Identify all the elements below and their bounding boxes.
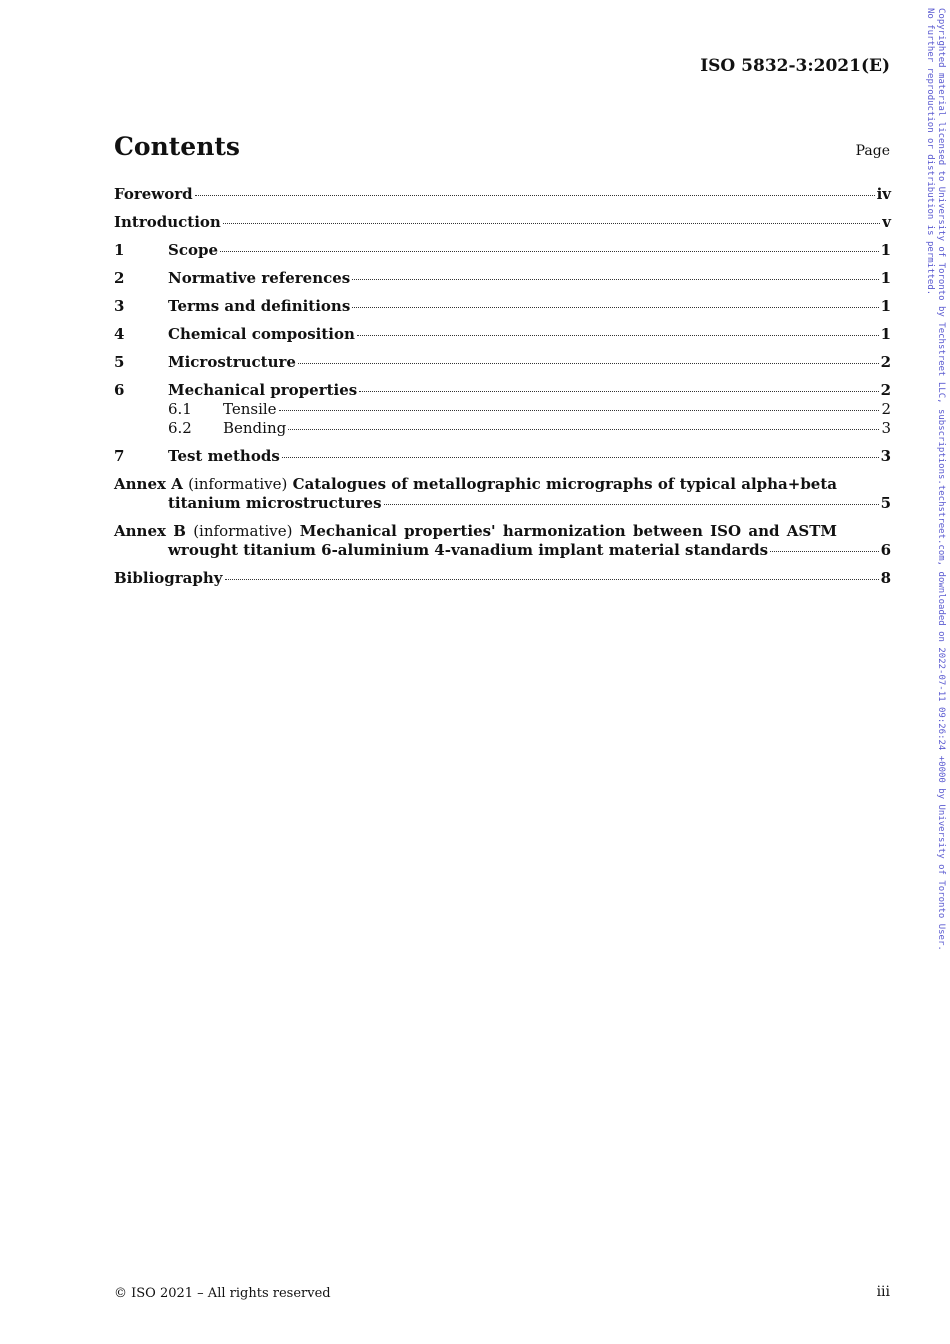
toc-number: 5 — [114, 353, 125, 371]
annex-title-line-2: titanium microstructures — [168, 494, 382, 512]
footer-page-number: iii — [876, 1284, 890, 1300]
toc-leader — [225, 579, 879, 580]
annex-label: Annex A — [114, 475, 183, 493]
toc-page: 6 — [880, 541, 891, 559]
toc-leader — [352, 279, 878, 280]
toc-page: 1 — [880, 269, 891, 287]
toc-entry-introduction[interactable] — [114, 213, 891, 232]
toc-page: 2 — [880, 353, 891, 371]
annex-title-line-1: Catalogues of metallographic micrographs of typical alpha+beta — [292, 475, 837, 493]
annex-kind: (informative) — [193, 522, 293, 540]
toc-leader — [359, 391, 878, 392]
toc-entry-scope[interactable] — [114, 241, 891, 260]
annex-label: Annex B — [114, 522, 186, 540]
toc-number: 2 — [114, 269, 125, 287]
annex-heading-line — [114, 522, 837, 541]
toc-leader — [298, 363, 879, 364]
toc-entry-annex-a[interactable] — [114, 475, 891, 513]
table-of-contents — [114, 185, 891, 588]
toc-title: Normative references — [168, 269, 351, 287]
toc-entry-bending[interactable] — [114, 419, 891, 438]
toc-number: 6.1 — [168, 400, 192, 418]
annex-title-line-2: wrought titanium 6-aluminium 4-vanadium implant material standards — [168, 541, 769, 559]
toc-title: Microstructure — [168, 353, 296, 371]
toc-entry-annex-b[interactable] — [114, 522, 891, 560]
toc-title: Bending — [223, 419, 287, 437]
toc-leader — [223, 223, 880, 224]
page-title: Contents — [114, 132, 241, 161]
toc-entry-foreword[interactable] — [114, 185, 891, 204]
toc-number: 7 — [114, 447, 125, 465]
toc-page: 2 — [880, 381, 891, 399]
copyright-watermark — [924, 8, 946, 951]
toc-number: 1 — [114, 241, 125, 259]
toc-title: Terms and definitions — [168, 297, 351, 315]
toc-page: 2 — [881, 400, 891, 418]
annex-heading-line — [114, 475, 837, 494]
toc-page: v — [882, 213, 891, 231]
toc-page: 3 — [881, 419, 891, 437]
toc-entry-microstructure[interactable] — [114, 353, 891, 372]
toc-page: 1 — [880, 241, 891, 259]
toc-title: Mechanical properties — [168, 381, 358, 399]
toc-entry-test-methods[interactable] — [114, 447, 891, 466]
toc-number: 6 — [114, 381, 125, 399]
toc-number: 4 — [114, 325, 125, 343]
toc-page: 1 — [880, 297, 891, 315]
toc-entry-terms[interactable] — [114, 297, 891, 316]
toc-page: 3 — [880, 447, 891, 465]
toc-leader — [195, 195, 875, 196]
toc-title: Bibliography — [114, 569, 223, 587]
toc-number: 6.2 — [168, 419, 192, 437]
toc-leader — [288, 429, 879, 430]
toc-leader — [352, 307, 878, 308]
toc-entry-tensile[interactable] — [114, 400, 891, 419]
toc-leader — [282, 457, 879, 458]
toc-leader — [357, 335, 879, 336]
document-id: ISO 5832-3:2021(E) — [700, 56, 890, 76]
toc-title: Tensile — [223, 400, 277, 418]
toc-leader — [220, 251, 879, 252]
toc-title: Introduction — [114, 213, 221, 231]
toc-page: 1 — [880, 325, 891, 343]
toc-leader — [279, 410, 880, 411]
toc-entry-chemical-composition[interactable] — [114, 325, 891, 344]
watermark-line-2: No further reproduction or distribution is permitted. — [925, 8, 935, 296]
toc-entry-normative-references[interactable] — [114, 269, 891, 288]
watermark-line-1: Copyrighted material licensed to University of Toronto by Techstreet LLC, subscriptions.techstreet.com, downloaded on 2022-07-11 09:26:24 +0000 by University of Toronto User. — [936, 8, 946, 951]
toc-page: 8 — [880, 569, 891, 587]
toc-leader — [384, 504, 879, 505]
toc-title: Test methods — [168, 447, 280, 465]
toc-title: Scope — [168, 241, 219, 259]
toc-number: 3 — [114, 297, 125, 315]
toc-page: iv — [876, 185, 891, 203]
annex-title-line-1: Mechanical properties' harmonization between ISO and ASTM — [299, 522, 837, 540]
toc-title: Foreword — [114, 185, 193, 203]
toc-entry-mechanical-properties[interactable] — [114, 381, 891, 400]
annex-kind: (informative) — [188, 475, 288, 493]
toc-title: Chemical composition — [168, 325, 355, 343]
toc-page: 5 — [880, 494, 891, 512]
page-column-label: Page — [855, 143, 890, 159]
toc-leader — [770, 551, 878, 552]
footer-copyright: © ISO 2021 – All rights reserved — [114, 1286, 331, 1301]
toc-entry-bibliography[interactable] — [114, 569, 891, 588]
